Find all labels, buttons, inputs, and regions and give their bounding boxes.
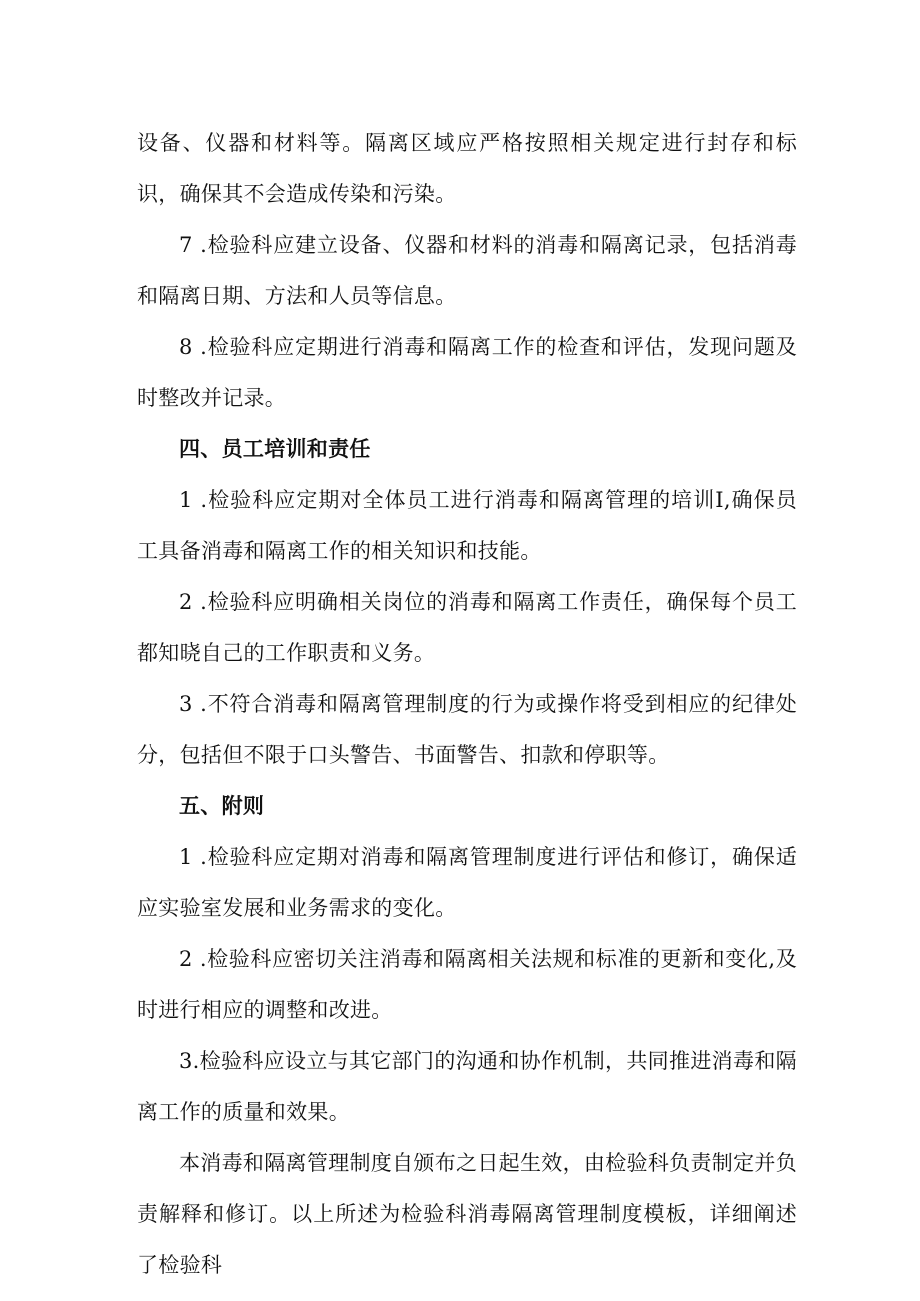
paragraph-item-8: 8 .检验科应定期进行消毒和隔离工作的检查和评估，发现问题及时整改并记录。: [137, 335, 797, 410]
paragraph-section4-item-1: 1 .检验科应定期对全体员工进行消毒和隔离管理的培训I,确保员工具备消毒和隔离工作的相关知识和技能。: [137, 488, 797, 563]
paragraph-section4-item-3: 3 .不符合消毒和隔离管理制度的行为或操作将受到相应的纪律处分，包括但不限于口头警告、书面警告、扣款和停职等。: [137, 692, 797, 767]
section-heading-4: 四、员工培训和责任: [179, 437, 371, 461]
paragraph-section5-item-3: 3.检验科应设立与其它部门的沟通和协作机制，共同推进消毒和隔离工作的质量和效果。: [137, 1049, 797, 1124]
paragraph-section4-item-2: 2 .检验科应明确相关岗位的消毒和隔离工作责任，确保每个员工都知晓自己的工作职责和义务。: [137, 590, 797, 665]
document-body: [137, 118, 797, 1291]
paragraph-item-7: 7 .检验科应建立设备、仪器和材料的消毒和隔离记录，包括消毒和隔离日期、方法和人员等信息。: [137, 233, 797, 308]
paragraph-section5-item-1: 1 .检验科应定期对消毒和隔离管理制度进行评估和修订，确保适应实验室发展和业务需求的变化。: [137, 845, 797, 920]
section-heading-5: 五、附则: [179, 794, 265, 818]
paragraph-section5-item-2: 2 .检验科应密切关注消毒和隔离相关法规和标准的更新和变化,及时进行相应的调整和改进。: [137, 947, 797, 1022]
paragraph-continuation: 设备、仪器和材料等。隔离区域应严格按照相关规定进行封存和标识，确保其不会造成传染和污染。: [137, 131, 797, 206]
paragraph-closing: 本消毒和隔离管理制度自颁布之日起生效，由检验科负责制定并负责解释和修订。以上所述为检验科消毒隔离管理制度模板，详细阐述了检验科: [137, 1151, 797, 1277]
